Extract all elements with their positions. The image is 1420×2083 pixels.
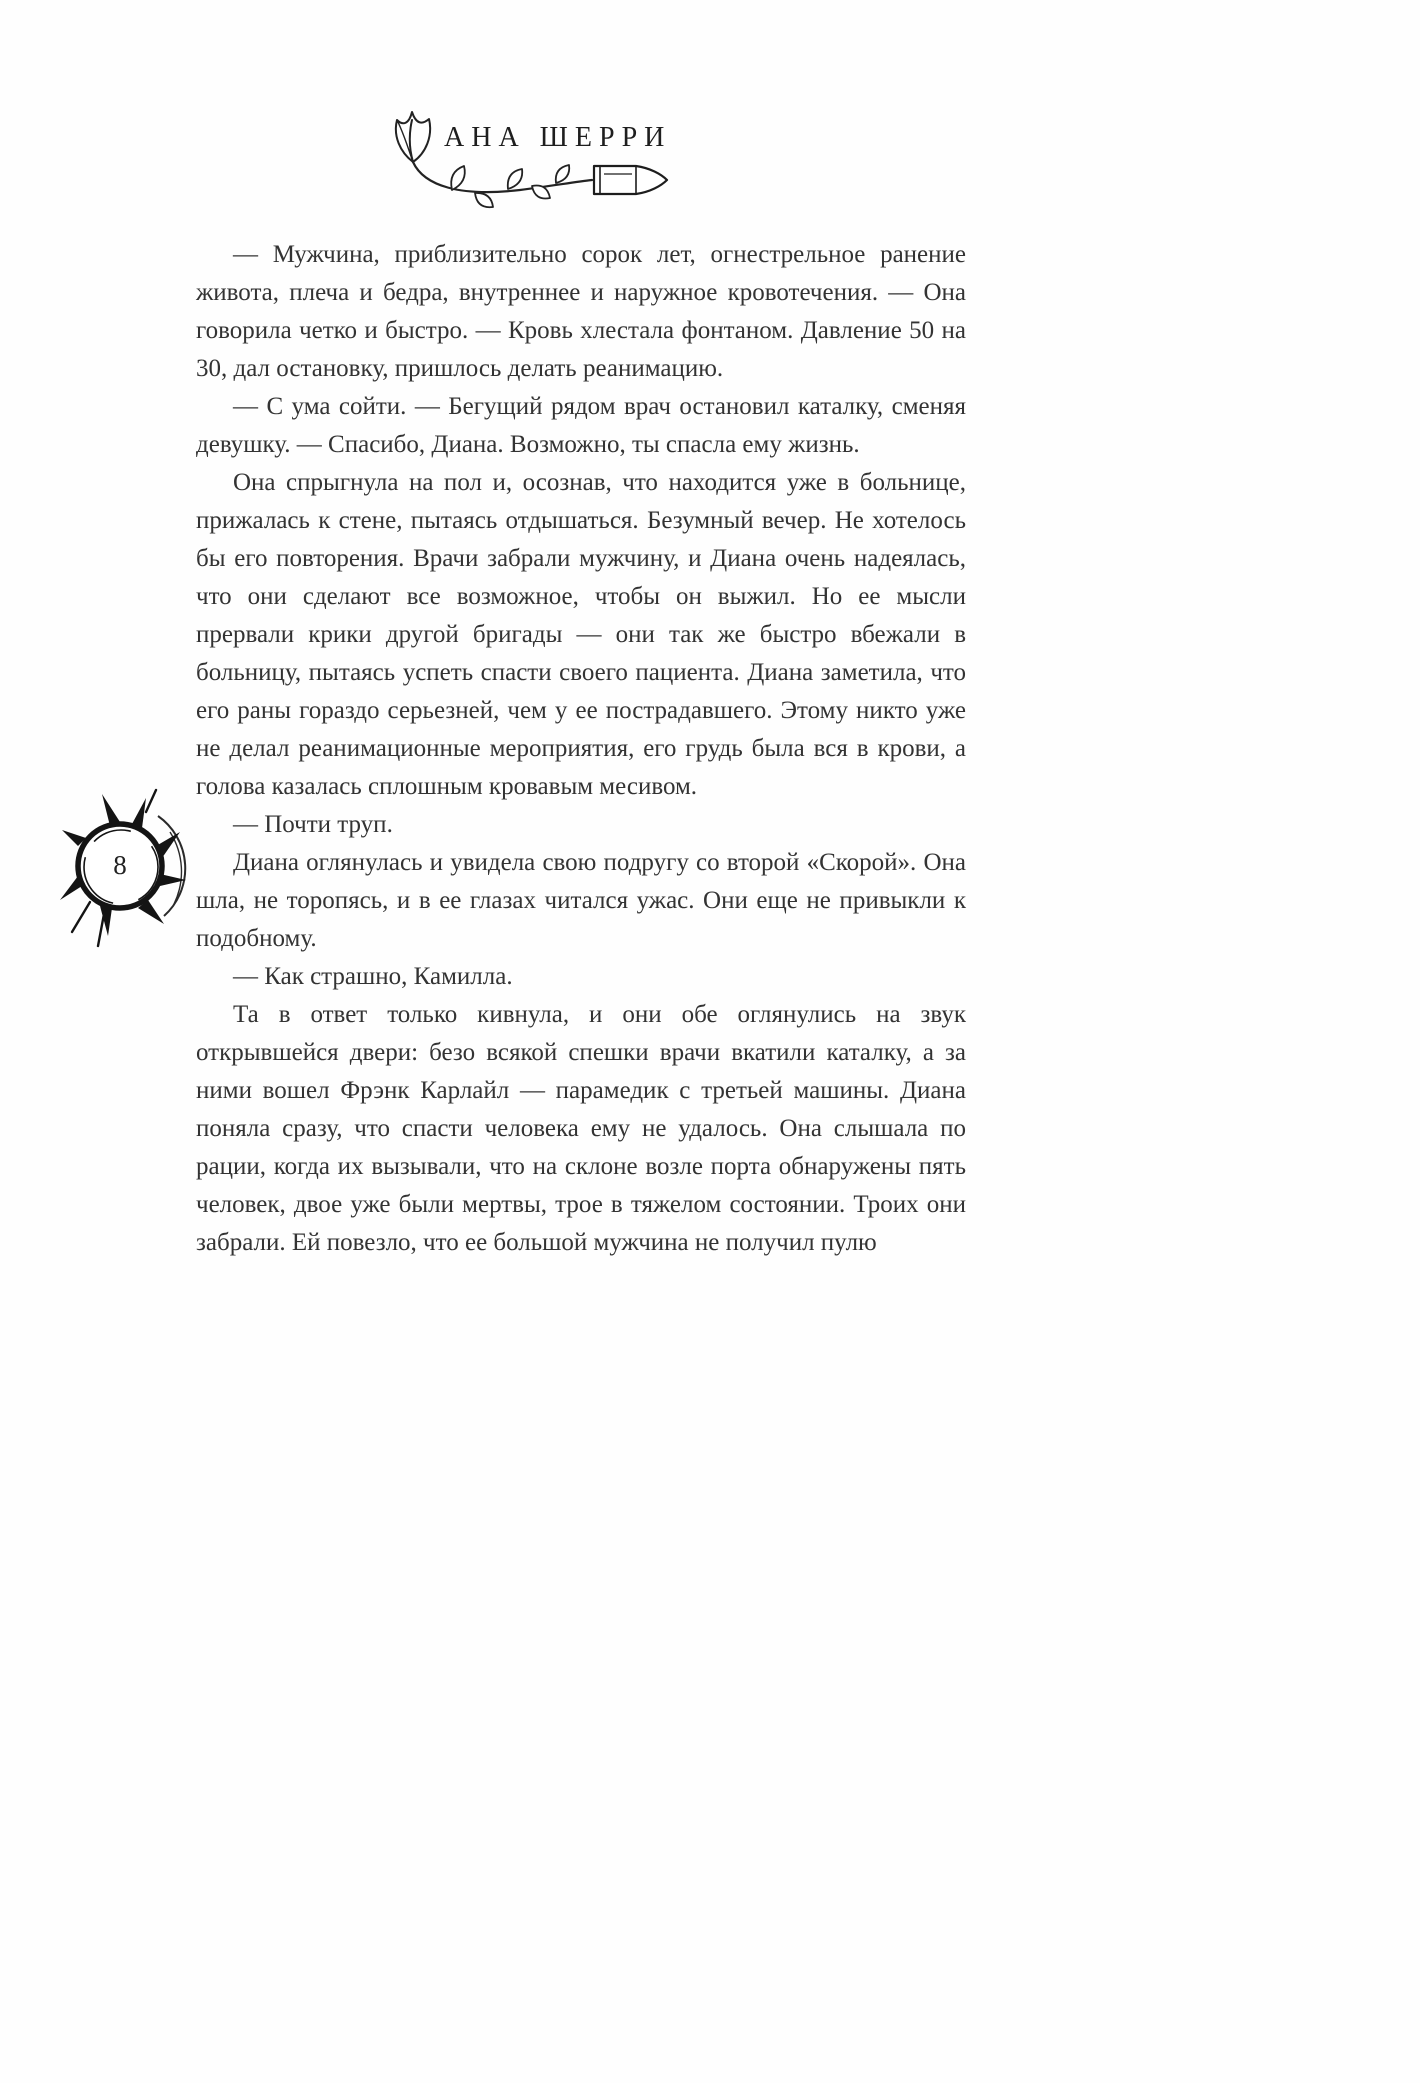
paragraph: Диана оглянулась и увидела свою подругу со второй «Скорой». Она шла, не торопясь, и в ее глазах читался ужас. Они еще не привыкли к подобному. [196, 849, 966, 952]
author-header: АНА ШЕРРИ [444, 122, 672, 153]
paragraph: — Мужчина, приблизительно сорок лет, огнестрельное ранение живота, плеча и бедра, внутреннее и наружное кровотечения. — Она говорила четко и быстро. — Кровь хлестала фонтаном. Давление 50 на 30, дал остановку, пришлось делать реанимацию. [196, 241, 966, 382]
paragraph: — С ума сойти. — Бегущий рядом врач остановил каталку, сменяя девушку. — Спасибо, Диана. Возможно, ты спасла ему жизнь. [196, 393, 966, 458]
page-header [380, 100, 710, 215]
paragraph: Она спрыгнула на пол и, осознав, что находится уже в больнице, прижалась к стене, пытаясь отдышаться. Безумный вечер. Не хотелось бы его повторения. Врачи забрали мужчину, и Диана очень надеялась, что они сделают все возможное, чтобы он выжил. Но ее мысли прервали крики другой бригады — они так же быстро вбежали в больницу, пытаясь успеть спасти своего пациента. Диана заметила, что его раны гораздо серьезней, чем у ее пострадавшего. Этому никто уже не делал реанимационные мероприятия, его грудь была вся в крови, а голова казалась сплошным кровавым месивом. [196, 469, 966, 800]
paragraph: — Как страшно, Камилла. [233, 963, 513, 990]
page-body-text [196, 236, 966, 1262]
paragraph: — Почти труп. [233, 811, 393, 838]
paragraph: Та в ответ только кивнула, и они обе оглянулись на звук открывшейся двери: безо всякой спешки врачи вкатили каталку, а за ними вошел Фрэнк Карлайл — парамедик с третьей машины. Диана поняла сразу, что спасти человека ему не удалось. Она слышала по рации, когда их вызывали, что на склоне возле порта обнаружены пять человек, двое уже были мертвы, трое в тяжелом состоянии. Троих они забрали. Ей повезло, что ее большой мужчина не получил пулю [196, 1001, 966, 1256]
flower-and-bullet-ornament-icon [380, 100, 710, 215]
page-number-marker [58, 780, 192, 956]
page-number: 8 [113, 850, 127, 880]
